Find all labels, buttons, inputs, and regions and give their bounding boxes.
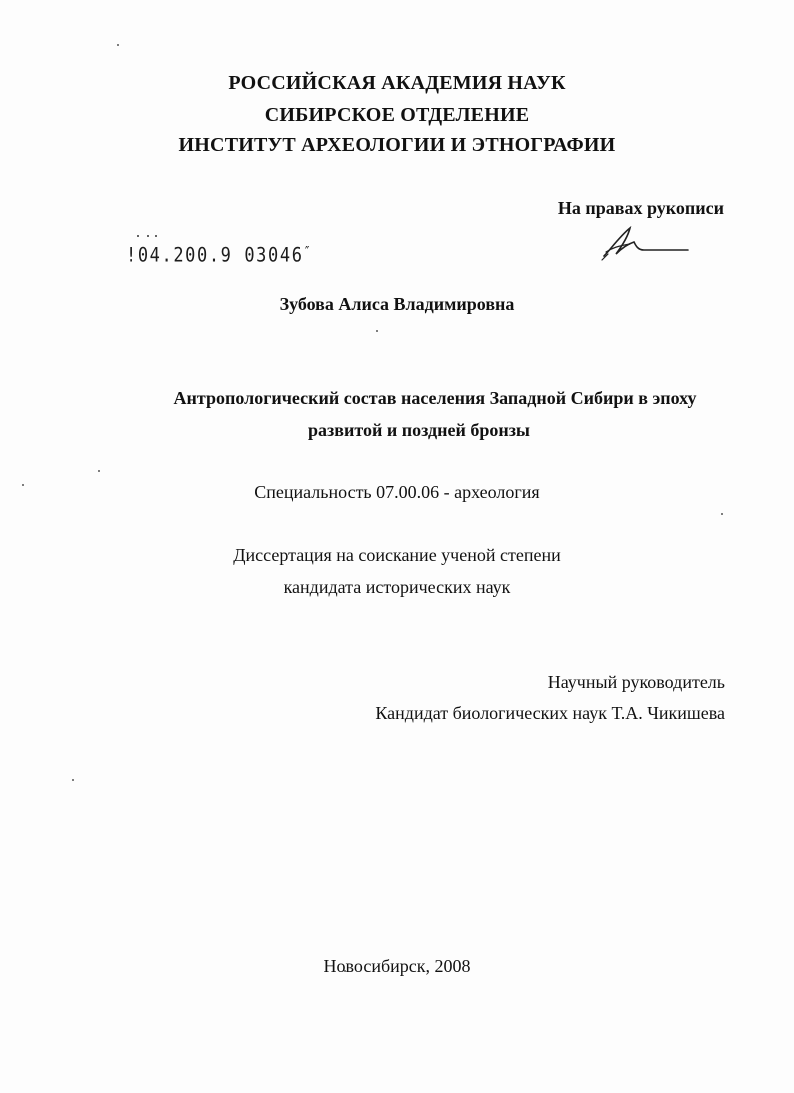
stamp-dots: [134, 232, 174, 240]
org-name: РОССИЙСКАЯ АКАДЕМИЯ НАУК: [228, 72, 566, 94]
degree-line2: кандидата исторических наук: [283, 577, 511, 597]
org-division: СИБИРСКОЕ ОТДЕЛЕНИЕ: [264, 104, 530, 126]
specialty: Специальность 07.00.06 - археология: [254, 482, 540, 502]
scan-speck: [721, 513, 723, 515]
signature-mark: [600, 222, 695, 264]
catalog-stamp-number: [126, 244, 312, 267]
scan-speck: [72, 779, 74, 781]
dissertation-title-line1: Антропологический состав населения Западной Сибири в эпоху: [173, 388, 697, 408]
place-year: Новосибирск, 2008: [323, 956, 471, 976]
manuscript-rights-label: На правах рукописи: [557, 198, 724, 218]
dissertation-title-line2: развитой и поздней бронзы: [308, 420, 530, 440]
supervisor-name: Кандидат биологических наук Т.А. Чикишева: [375, 703, 725, 723]
catalog-number: !04.200.9 03046: [126, 244, 304, 267]
author-name: Зубова Алиса Владимировна: [279, 294, 515, 314]
supervisor-label: Научный руководитель: [547, 672, 725, 692]
degree-line1: Диссертация на соискание ученой степени: [233, 545, 561, 565]
catalog-mark: ″: [303, 244, 313, 261]
scan-speck: [376, 330, 378, 332]
scan-speck: [98, 470, 100, 472]
institute-name: ИНСТИТУТ АРХЕОЛОГИИ И ЭТНОГРАФИИ: [178, 134, 616, 156]
scan-speck: [117, 44, 119, 46]
